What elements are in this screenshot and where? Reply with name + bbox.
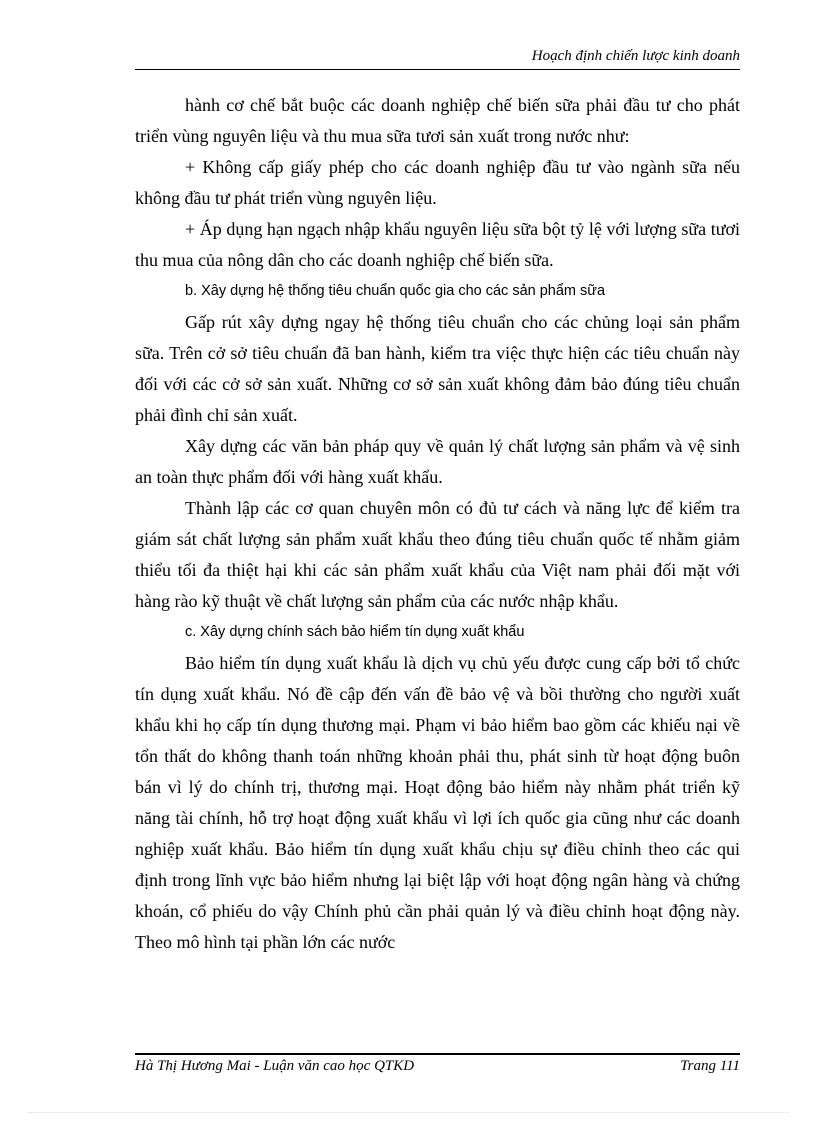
subsection-heading-b: b. Xây dựng hệ thống tiêu chuẩn quốc gia cho các sản phẩm sữa xyxy=(185,283,606,299)
paragraph: Xây dựng các văn bản pháp quy về quản lý chất lượng sản phẩm và vệ sinh an toàn thực phẩm đối với hàng xuất khẩu. xyxy=(135,436,740,487)
footer-author: Hà Thị Hương Mai - Luận văn cao học QTKD xyxy=(135,1058,415,1074)
subsection-heading-c: c. Xây dựng chính sách bảo hiểm tín dụng xuất khẩu xyxy=(185,624,525,640)
paragraph: Bảo hiểm tín dụng xuất khẩu là dịch vụ chủ yếu được cung cấp bởi tổ chức tín dụng xuất khẩu. Nó đề cập đến vấn đề bảo vệ và bồi thường cho người xuất khẩu khi họ cấp tín dụng thương mại. Phạm vi bảo hiểm bao gồm các khiếu nại về tổn thất do không thanh toán những khoản phải thu, phát sinh từ hoạt động buôn bán vì lý do chính trị, thương mại. Hoạt động bảo hiểm này nhằm phát triển kỹ năng tài chính, hỗ trợ hoạt động xuất khẩu vì lợi ích quốc gia cũng như các doanh nghiệp xuất khẩu. Bảo hiểm tín dụng xuất khẩu chịu sự điều chỉnh theo các qui định trong lĩnh vực bảo hiểm nhưng lại biệt lập với hoạt động ngân hàng và chứng khoán, cổ phiếu do vậy Chính phủ cần phải quản lý và điều chỉnh hoạt động này. Theo mô hình tại phần lớn các nước xyxy=(135,653,740,952)
running-header: Hoạch định chiến lược kinh doanh xyxy=(531,48,740,64)
page-bottom-edge xyxy=(28,1112,788,1113)
paragraph-bullet-1: + Không cấp giấy phép cho các doanh nghiệp đầu tư vào ngành sữa nếu không đầu tư phát triển vùng nguyên liệu. xyxy=(135,157,740,208)
paragraph-bullet-2: + Áp dụng hạn ngạch nhập khẩu nguyên liệu sữa bột tỷ lệ với lượng sữa tươi thu mua của nông dân cho các doanh nghiệp chế biến sữa. xyxy=(135,219,740,270)
paragraph-continuation: hành cơ chế bắt buộc các doanh nghiệp chế biến sữa phải đầu tư cho phát triển vùng nguyên liệu và thu mua sữa tươi sản xuất trong nước như: xyxy=(135,95,740,146)
paragraph: Thành lập các cơ quan chuyên môn có đủ tư cách và năng lực để kiểm tra giám sát chất lượng sản phẩm xuất khẩu theo đúng tiêu chuẩn quốc tế nhằm giảm thiểu tối đa thiệt hại khi các sản phẩm xuất khẩu của Việt nam phải đối mặt với hàng rào kỹ thuật về chất lượng sản phẩm của các nước nhập khẩu. xyxy=(135,498,740,611)
footer-divider xyxy=(135,1053,740,1055)
header-divider xyxy=(135,69,740,70)
page-number: Trang 111 xyxy=(680,1058,740,1074)
paragraph: Gấp rút xây dựng ngay hệ thống tiêu chuẩn cho các chủng loại sản phẩm sữa. Trên cở sở tiêu chuẩn đã ban hành, kiểm tra việc thực hiện các tiêu chuẩn này đối với các cở sở sản xuất. Những cơ sở sản xuất không đảm bảo đúng tiêu chuẩn phải đình chỉ sản xuất. xyxy=(135,312,740,425)
page-body xyxy=(135,90,740,958)
